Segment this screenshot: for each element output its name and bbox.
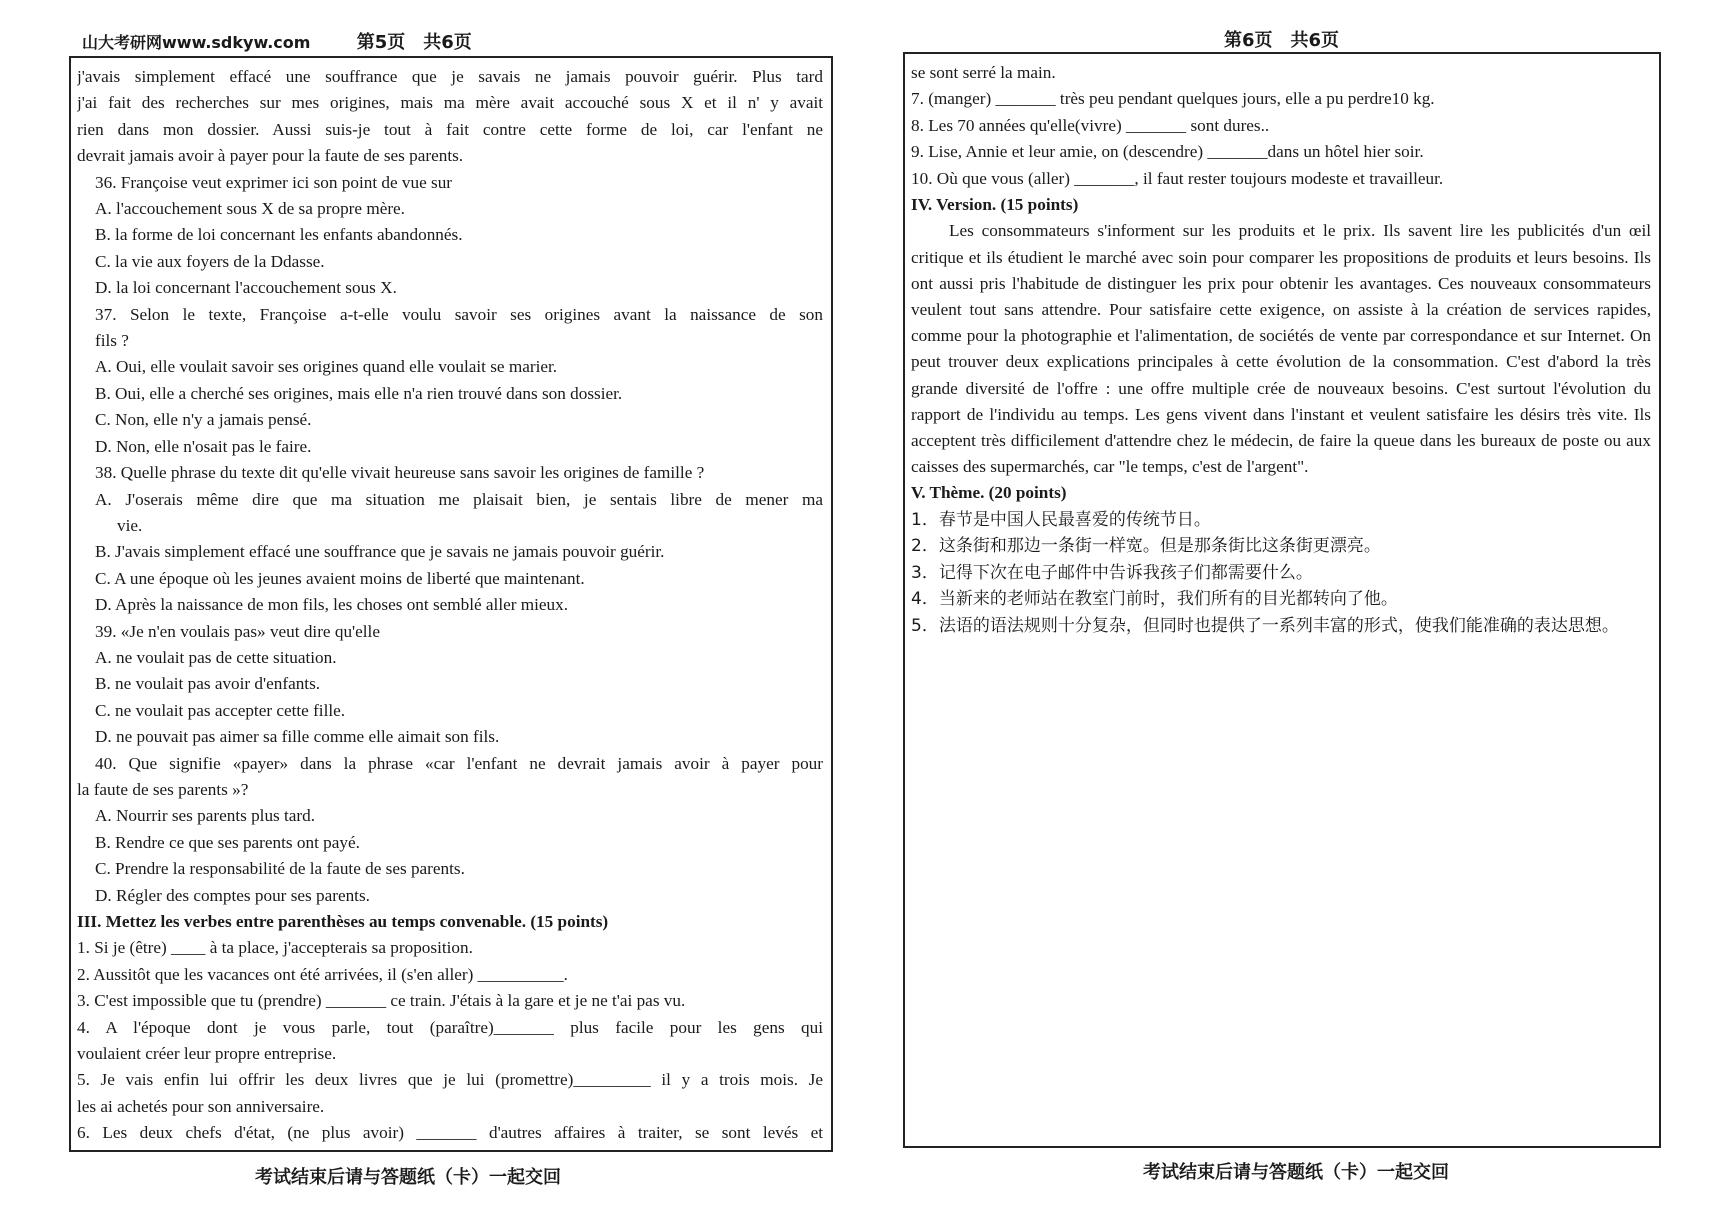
option-line: D. Non, elle n'osait pas le faire. <box>95 436 312 456</box>
option-line: B. ne voulait pas avoir d'enfants. <box>95 674 321 694</box>
question-40: 40. Que signifie «payer» dans la phrase «car l'enfant ne devrait jamais avoir à payer pour <box>95 753 823 773</box>
passage-line: rien dans mon dossier. Aussi suis-je tout à fait contre cette forme de loi, car l'enfant ne <box>77 119 823 139</box>
passage-line: j'ai fait des recherches sur mes origines, mais ma mère avait accouché sous X et il n' y avait <box>77 93 823 113</box>
section-5-title: V. Thème. (20 points) <box>911 483 1067 503</box>
question-37-cont: fils ? <box>95 331 129 351</box>
left-page-footer: 考试结束后请与答题纸（卡）一起交回 <box>255 1167 561 1188</box>
option-line: D. ne pouvait pas aimer sa fille comme elle aimait son fils. <box>95 727 500 747</box>
question-40-cont: la faute de ses parents »? <box>77 779 249 799</box>
option-line: C. ne voulait pas accepter cette fille. <box>95 700 346 720</box>
section-4-title: IV. Version. (15 points) <box>911 195 1079 215</box>
option-line: A. ne voulait pas de cette situation. <box>95 647 337 667</box>
theme-item: 3．记得下次在电子邮件中告诉我孩子们都需要什么。 <box>911 562 1313 583</box>
option-line: B. Oui, elle a cherché ses origines, mais elle n'a rien trouvé dans son dossier. <box>95 383 623 403</box>
option-line: C. A une époque où les jeunes avaient moins de liberté que maintenant. <box>95 568 585 588</box>
option-line: A. l'accouchement sous X de sa propre mère. <box>95 199 405 219</box>
passage-line: devrait jamais avoir à payer pour la faute de ses parents. <box>77 146 464 166</box>
option-line: A. Oui, elle voulait savoir ses origines quand elle voulait se marier. <box>95 357 558 377</box>
verb-exercise-line: 5. Je vais enfin lui offrir les deux livres que je lui (promettre)_________ il y a trois mois. Je <box>77 1070 823 1090</box>
verb-exercise-line: 9. Lise, Annie et leur amie, on (descendre) _______dans un hôtel hier soir. <box>911 142 1424 162</box>
question-36: 36. Françoise veut exprimer ici son point de vue sur <box>95 172 453 192</box>
verb-exercise-line: 1. Si je (être) ____ à ta place, j'accepterais sa proposition. <box>77 938 473 958</box>
verb-exercise-line: voulaient créer leur propre entreprise. <box>77 1044 337 1064</box>
version-passage: Les consommateurs s'informent sur les produits et le prix. Ils savent lire les publicités d'un œil critique et ils étudient le marché avec soin pour comparer les propositions de produits et leurs besoins. Ils ont aussi pris l'habitude de distinguer les prix pour obtenir les avantages. Ces nouveaux consommateurs veulent tout sans attendre. Pour satisfaire cette exigence, on assiste à la création de services rapides, comme pour la photographie et l'alimentation, de sociétés de vente par correspondance et sur Internet. On peut trouver deux explications principales à cette évolution de la consommation. C'est d'abord la très grande diversité de l'offre : une offre multiple crée de nouveaux besoins. C'est surtout l'évolution du rapport de l'individu au temps. Les gens vivent dans l'instant et veulent satisfaire les désirs très vite. Ils acceptent très difficilement d'attendre chez le médecin, de faire la queue dans les bureaux de poste ou aux caisses des supermarchés, car "le temps, c'est de l'argent". <box>911 221 1651 477</box>
verb-exercise-line: les ai achetés pour son anniversaire. <box>77 1096 325 1116</box>
verb-exercise-line: 2. Aussitôt que les vacances ont été arrivées, il (s'en aller) __________. <box>77 964 568 984</box>
verb-exercise-line: 10. Où que vous (aller) _______, il faut rester toujours modeste et travailleur. <box>911 168 1444 188</box>
verb-exercise-line: 3. C'est impossible que tu (prendre) _______ ce train. J'étais à la gare et je ne t'ai pas vu. <box>77 991 686 1011</box>
option-line: D. la loi concernant l'accouchement sous X. <box>95 278 397 298</box>
right-page-frame <box>903 52 1661 1148</box>
option-line: D. Après la naissance de mon fils, les choses ont semblé aller mieux. <box>95 595 569 615</box>
option-line: A. J'oserais même dire que ma situation me plaisait bien, je sentais libre de mener ma <box>95 489 823 509</box>
right-page-number: 第6页 共6页 <box>1224 30 1340 51</box>
option-line: C. Non, elle n'y a jamais pensé. <box>95 410 312 430</box>
option-line: C. la vie aux foyers de la Ddasse. <box>95 251 325 271</box>
verb-exercise-line: 8. Les 70 années qu'elle(vivre) _______ sont dures.. <box>911 115 1270 135</box>
question-38: 38. Quelle phrase du texte dit qu'elle vivait heureuse sans savoir les origines de famille ? <box>95 463 705 483</box>
left-page-header <box>82 28 472 54</box>
left-page-frame <box>69 56 833 1152</box>
theme-item: 4．当新来的老师站在教室门前时，我们所有的目光都转向了他。 <box>911 589 1398 610</box>
site-watermark: 山大考研网www.sdkyw.com <box>82 33 311 52</box>
option-line: B. la forme de loi concernant les enfants abandonnés. <box>95 225 463 245</box>
verb-exercise-line: 6. Les deux chefs d'état, (ne plus avoir) _______ d'autres affaires à traiter, se sont levés et <box>77 1123 823 1143</box>
left-page-number: 第5页 共6页 <box>356 32 472 53</box>
right-page-footer: 考试结束后请与答题纸（卡）一起交回 <box>1143 1162 1449 1183</box>
section-3-title: III. Mettez les verbes entre parenthèses au temps convenable. (15 points) <box>77 912 609 931</box>
theme-item: 2．这条街和那边一条街一样宽。但是那条街比这条街更漂亮。 <box>911 536 1381 557</box>
verb-exercise-line: 7. (manger) _______ très peu pendant quelques jours, elle a pu perdre10 kg. <box>911 89 1435 109</box>
theme-item: 5．法语的语法规则十分复杂，但同时也提供了一系列丰富的形式，使我们能准确的表达思想。 <box>911 615 1619 636</box>
option-line: A. Nourrir ses parents plus tard. <box>95 806 316 826</box>
theme-item: 1．春节是中国人民最喜爱的传统节日。 <box>911 509 1211 530</box>
option-line: B. J'avais simplement effacé une souffrance que je savais ne jamais pouvoir guérir. <box>95 542 665 562</box>
option-line-cont: vie. <box>117 515 143 535</box>
option-line: C. Prendre la responsabilité de la faute de ses parents. <box>95 859 465 879</box>
verb-exercise-line: se sont serré la main. <box>911 63 1056 82</box>
option-line: B. Rendre ce que ses parents ont payé. <box>95 832 360 852</box>
option-line: D. Régler des comptes pour ses parents. <box>95 885 370 905</box>
passage-line: j'avais simplement effacé une souffrance que je savais ne jamais pouvoir guérir. Plus tard <box>77 67 823 86</box>
right-page-header <box>1224 26 1339 52</box>
verb-exercise-line: 4. A l'époque dont je vous parle, tout (paraître)_______ plus facile pour les gens qui <box>77 1017 823 1037</box>
question-39: 39. «Je n'en voulais pas» veut dire qu'elle <box>95 621 380 641</box>
question-37: 37. Selon le texte, Françoise a-t-elle voulu savoir ses origines avant la naissance de son <box>95 304 823 324</box>
